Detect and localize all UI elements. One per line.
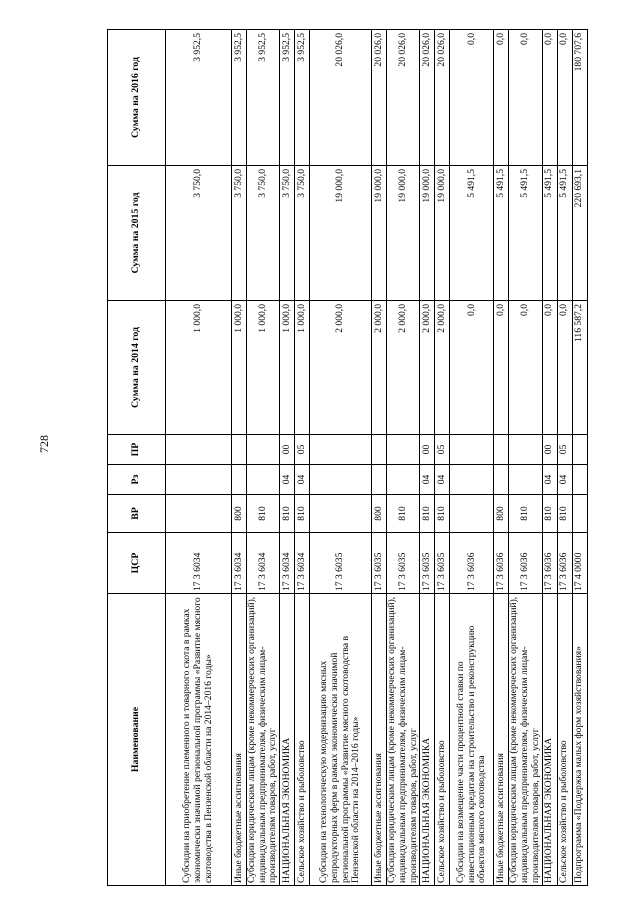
cell-csr: 17 3 6034 (166, 533, 232, 594)
table-row (450, 30, 494, 886)
cell-sum-2014: 2 000,0 (387, 301, 420, 435)
table-row (572, 30, 587, 886)
cell-rz (450, 465, 494, 495)
cell-vr: 810 (387, 495, 420, 533)
cell-sum-2015: 5 491,5 (450, 166, 494, 301)
table-row (295, 30, 310, 886)
cell-sum-2016: 0,0 (494, 30, 509, 166)
cell-sum-2015: 5 491,5 (494, 166, 509, 301)
cell-rz (572, 465, 587, 495)
header-pr: ПР (108, 435, 166, 465)
cell-sum-2015: 3 750,0 (166, 166, 232, 301)
cell-vr: 800 (232, 495, 247, 533)
rotated-table-container (107, 30, 585, 886)
table-row (372, 30, 387, 886)
cell-csr: 17 3 6035 (420, 533, 435, 594)
cell-rz: 04 (280, 465, 295, 495)
cell-csr: 17 3 6035 (387, 533, 420, 594)
cell-csr: 17 3 6034 (247, 533, 280, 594)
cell-vr: 810 (420, 495, 435, 533)
cell-sum-2015: 19 000,0 (420, 166, 435, 301)
cell-name: Субсидии на технологическую модернизацию мясных репродукторных ферм в рамках экономически значимой региональной программы «Развитие мясного скотоводства в Пензенской области на 2014–2016 годы» (310, 594, 372, 886)
cell-pr (494, 435, 509, 465)
cell-name: Сельское хозяйство и рыболовство (557, 594, 572, 886)
cell-sum-2016: 0,0 (557, 30, 572, 166)
cell-csr: 17 3 6034 (280, 533, 295, 594)
cell-csr: 17 3 6035 (435, 533, 450, 594)
cell-pr (450, 435, 494, 465)
cell-vr: 800 (494, 495, 509, 533)
cell-vr (166, 495, 232, 533)
cell-name: НАЦИОНАЛЬНАЯ ЭКОНОМИКА (420, 594, 435, 886)
table-row (494, 30, 509, 886)
cell-sum-2016: 20 026,0 (435, 30, 450, 166)
cell-vr: 800 (372, 495, 387, 533)
cell-rz: 04 (557, 465, 572, 495)
cell-sum-2014: 1 000,0 (232, 301, 247, 435)
cell-pr (166, 435, 232, 465)
cell-sum-2014: 0,0 (494, 301, 509, 435)
cell-vr: 810 (247, 495, 280, 533)
cell-vr: 810 (542, 495, 557, 533)
cell-rz (509, 465, 542, 495)
cell-sum-2016: 3 952,5 (247, 30, 280, 166)
cell-rz (387, 465, 420, 495)
cell-rz (247, 465, 280, 495)
cell-name: Субсидии на приобретение племенного и товарного скота в рамках экономически значимой региональной программы «Развитие мясного скотоводства в Пензенской области на 2014–2016 годы» (166, 594, 232, 886)
cell-name: Сельское хозяйство и рыболовство (295, 594, 310, 886)
cell-csr: 17 3 6036 (557, 533, 572, 594)
table-row (542, 30, 557, 886)
header-sum-2016: Сумма на 2016 год (108, 30, 166, 166)
cell-name: Иные бюджетные ассигнования (372, 594, 387, 886)
cell-sum-2014: 2 000,0 (310, 301, 372, 435)
table-row (435, 30, 450, 886)
table-row (280, 30, 295, 886)
cell-sum-2016: 3 952,5 (280, 30, 295, 166)
cell-csr: 17 4 0000 (572, 533, 587, 594)
cell-sum-2014: 0,0 (450, 301, 494, 435)
cell-rz: 04 (542, 465, 557, 495)
table-row (310, 30, 372, 886)
cell-pr (232, 435, 247, 465)
cell-sum-2015: 5 491,5 (557, 166, 572, 301)
cell-name: НАЦИОНАЛЬНАЯ ЭКОНОМИКА (542, 594, 557, 886)
cell-sum-2016: 20 026,0 (310, 30, 372, 166)
cell-sum-2014: 0,0 (557, 301, 572, 435)
cell-sum-2015: 19 000,0 (372, 166, 387, 301)
cell-sum-2015: 19 000,0 (387, 166, 420, 301)
cell-sum-2016: 180 707,6 (572, 30, 587, 166)
cell-vr (572, 495, 587, 533)
cell-sum-2014: 0,0 (509, 301, 542, 435)
cell-csr: 17 3 6034 (295, 533, 310, 594)
cell-sum-2014: 0,0 (542, 301, 557, 435)
cell-sum-2014: 1 000,0 (280, 301, 295, 435)
cell-rz: 04 (435, 465, 450, 495)
cell-csr: 17 3 6036 (509, 533, 542, 594)
table-row (420, 30, 435, 886)
table-row (232, 30, 247, 886)
cell-pr: 00 (542, 435, 557, 465)
cell-sum-2014: 2 000,0 (420, 301, 435, 435)
cell-csr: 17 3 6036 (542, 533, 557, 594)
cell-vr: 810 (509, 495, 542, 533)
cell-pr: 00 (420, 435, 435, 465)
cell-pr (372, 435, 387, 465)
cell-sum-2015: 19 000,0 (435, 166, 450, 301)
header-vr: ВР (108, 495, 166, 533)
cell-sum-2016: 20 026,0 (372, 30, 387, 166)
cell-sum-2015: 220 693,1 (572, 166, 587, 301)
table-row (557, 30, 572, 886)
cell-sum-2014: 116 587,2 (572, 301, 587, 435)
budget-table (107, 29, 588, 886)
table-body (166, 30, 588, 886)
cell-rz (494, 465, 509, 495)
cell-vr: 810 (295, 495, 310, 533)
cell-sum-2016: 3 952,5 (232, 30, 247, 166)
cell-sum-2015: 5 491,5 (542, 166, 557, 301)
cell-pr: 05 (295, 435, 310, 465)
cell-pr (572, 435, 587, 465)
table-row (387, 30, 420, 886)
cell-sum-2014: 1 000,0 (247, 301, 280, 435)
table-header-row (108, 30, 166, 886)
cell-rz (232, 465, 247, 495)
table-row (509, 30, 542, 886)
cell-pr (310, 435, 372, 465)
page-number: 728 (37, 435, 51, 453)
cell-sum-2016: 0,0 (542, 30, 557, 166)
cell-csr: 17 3 6036 (494, 533, 509, 594)
cell-rz: 04 (295, 465, 310, 495)
cell-sum-2015: 19 000,0 (310, 166, 372, 301)
cell-pr: 00 (280, 435, 295, 465)
cell-name: Субсидии юридическим лицам (кроме некоммерческих организаций), индивидуальным предпринимателям, физическим лицам-производителям товаров, работ, услуг (387, 594, 420, 886)
cell-sum-2016: 3 952,5 (295, 30, 310, 166)
cell-sum-2016: 0,0 (450, 30, 494, 166)
header-rz: Рз (108, 465, 166, 495)
cell-sum-2014: 2 000,0 (435, 301, 450, 435)
cell-vr (450, 495, 494, 533)
cell-sum-2014: 1 000,0 (166, 301, 232, 435)
table-row (166, 30, 232, 886)
cell-rz (310, 465, 372, 495)
cell-sum-2015: 5 491,5 (509, 166, 542, 301)
cell-sum-2014: 1 000,0 (295, 301, 310, 435)
cell-name: Иные бюджетные ассигнования (232, 594, 247, 886)
cell-sum-2016: 0,0 (509, 30, 542, 166)
cell-pr: 05 (557, 435, 572, 465)
cell-sum-2014: 2 000,0 (372, 301, 387, 435)
table-row (247, 30, 280, 886)
cell-vr: 810 (280, 495, 295, 533)
header-sum-2014: Сумма на 2014 год (108, 301, 166, 435)
cell-rz (372, 465, 387, 495)
cell-rz: 04 (420, 465, 435, 495)
cell-name: Субсидии юридическим лицам (кроме некоммерческих организаций), индивидуальным предпринимателям, физическим лицам-производителям товаров, работ, услуг (509, 594, 542, 886)
cell-pr (247, 435, 280, 465)
cell-name: НАЦИОНАЛЬНАЯ ЭКОНОМИКА (280, 594, 295, 886)
cell-sum-2016: 20 026,0 (387, 30, 420, 166)
cell-rz (166, 465, 232, 495)
header-csr: ЦСР (108, 533, 166, 594)
cell-csr: 17 3 6035 (310, 533, 372, 594)
cell-vr: 810 (435, 495, 450, 533)
cell-vr: 810 (557, 495, 572, 533)
cell-name: Подпрограмма «Поддержка малых форм хозяйствования» (572, 594, 587, 886)
cell-name: Иные бюджетные ассигнования (494, 594, 509, 886)
cell-sum-2015: 3 750,0 (232, 166, 247, 301)
cell-csr: 17 3 6035 (372, 533, 387, 594)
cell-name: Субсидии на возмещение части процентной ставки по инвестиционным кредитам на строительство и реконструкцию объектов мясного скотоводства (450, 594, 494, 886)
cell-sum-2016: 3 952,5 (166, 30, 232, 166)
cell-csr: 17 3 6036 (450, 533, 494, 594)
cell-sum-2015: 3 750,0 (280, 166, 295, 301)
cell-name: Сельское хозяйство и рыболовство (435, 594, 450, 886)
cell-sum-2016: 20 026,0 (420, 30, 435, 166)
cell-sum-2015: 3 750,0 (295, 166, 310, 301)
header-name: Наименование (108, 594, 166, 886)
cell-pr (387, 435, 420, 465)
cell-name: Субсидии юридическим лицам (кроме некоммерческих организаций), индивидуальным предпринимателям, физическим лицам-производителям товаров, работ, услуг (247, 594, 280, 886)
cell-csr: 17 3 6034 (232, 533, 247, 594)
cell-pr (509, 435, 542, 465)
header-sum-2015: Сумма на 2015 год (108, 166, 166, 301)
cell-pr: 05 (435, 435, 450, 465)
cell-sum-2015: 3 750,0 (247, 166, 280, 301)
cell-vr (310, 495, 372, 533)
